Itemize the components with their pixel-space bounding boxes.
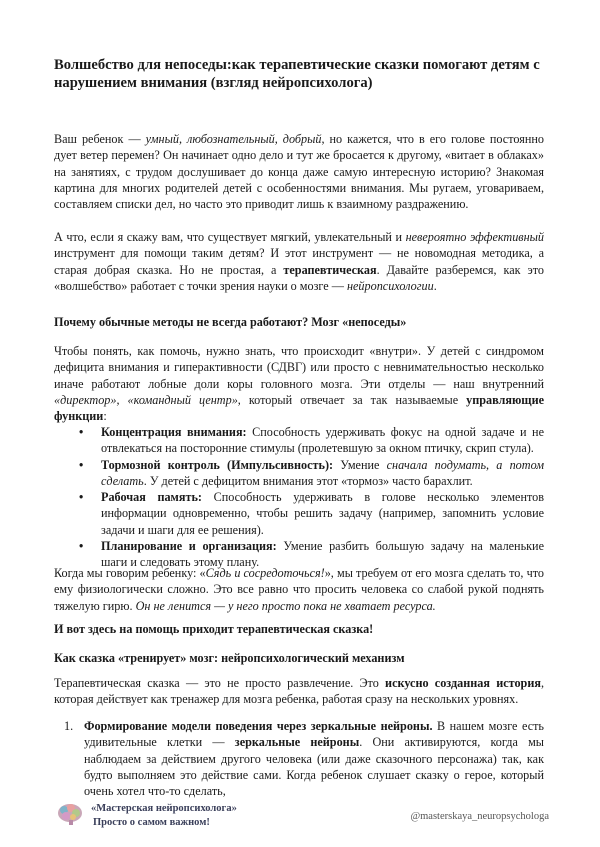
executive-functions-list [54, 424, 544, 571]
italic-text: «директор», «командный центр» [54, 392, 238, 407]
page-footer [54, 802, 554, 832]
text: . Давайте разберемся, как это «волшебство» работает с точки зрения науки о мозге — [54, 262, 545, 293]
brand-tagline: Просто о самом важном! [93, 817, 210, 828]
social-handle: @masterskaya_neuropsychologa [410, 811, 549, 822]
italic-text: Сядь и сосредоточься! [205, 566, 325, 580]
list-item-text: Способность удерживать в голове несколько элементов информации одновременно, чтобы решить задачу (например, запомнить условие задачи и шаги для ее решения). [101, 490, 545, 537]
numbered-list-item [54, 718, 544, 799]
brand-name: «Мастерская нейропсихолога» [91, 803, 237, 814]
italic-text: нейропсихологии [346, 278, 434, 293]
text: А что, если я скажу вам, что существует мягкий, увлекательный и [54, 230, 406, 244]
list-item-title: Формирование модели поведения через зеркальные нейроны. [84, 719, 433, 733]
text: », мы требуем от его мозга сделать то, что ему физиологически сложно. Это все равно что просить человека со слабой рукой поднять тяжелую гирю. [54, 566, 544, 613]
list-item-term: Рабочая память: [101, 490, 202, 505]
text: Когда мы говорим ребенку: « [54, 566, 206, 580]
bold-text: терапевтическая [283, 262, 377, 277]
italic-text: умный, любознательный, добрый [145, 132, 322, 146]
brain-icon [56, 802, 84, 826]
bold-text: зеркальные нейроны [234, 735, 360, 750]
bold-text: искусно созданная история [385, 676, 541, 690]
list-number: 1. [64, 719, 74, 733]
text: , но кажется, что в его голове постоянно дует ветер перемен? Он начинает одно дело и тут же бросается к другому, «витает в облаках» на занятиях, с трудом дослушивает до конца даже самую интересную историю? Знакомая картина для многих родителей детей с особенностями внимания. Мы ругаем, уговариваем, составляем списки дел, но часто это приводит лишь к взаимному раздражению. [54, 132, 544, 212]
list-item-text: Способность удерживать фокус на одной задаче и не отвлекаться на посторонние стимулы (пролетевшую за окном птичку, скрип стула). [101, 425, 544, 456]
text: Ваш ребенок — [54, 132, 146, 146]
list-item-text: Умение разбить большую задачу на маленькие шаги и следовать этому плану. [101, 539, 544, 570]
section-heading-1: Почему обычные методы не всегда работают? Мозг «непоседы» [54, 315, 407, 329]
section2-paragraph [54, 675, 544, 708]
mechanism-list [54, 718, 544, 799]
list-item-term: Планирование и организация: [101, 539, 277, 554]
italic-text: невероятно эффективный [405, 230, 544, 244]
list-item [54, 489, 544, 538]
list-item-text: Умение [333, 457, 387, 472]
list-item-text: . Они активируются, когда мы наблюдаем за действием другого человека (или даже сказочного персонажа) так, как будто выполняем это действие сами. Когда ребенок слушает сказку о герое, который очень хотел что-то сделать, [84, 735, 545, 799]
list-item-text: В нашем мозге есть удивительные клетки — [84, 719, 544, 750]
text: Чтобы понять, как помочь, нужно знать, что происходит «внутри». У детей с синдромом дефицита внимания и гиперактивности (СДВГ) или просто с невнимательностью несколько иначе работают лобные доли коры головного мозга. Эти отделы — наш внутренний [54, 344, 544, 391]
text: . [433, 278, 437, 293]
section1-paragraph-2 [54, 565, 544, 614]
text: Терапевтическая сказка — это не просто развлечение. Это [54, 676, 386, 690]
list-item [54, 457, 544, 490]
text: : [103, 409, 107, 424]
list-item-term: Концентрация внимания: [101, 425, 247, 439]
list-item [54, 424, 544, 457]
text: инструмент для помощи таким детям? И этот инструмент — не новомодная методика, а старая добрая сказка. Но не простая, а [54, 246, 544, 277]
article-title: Волшебство для непоседы:как терапевтические сказки помогают детям с нарушением внимания (взгляд нейропсихолога) [54, 57, 540, 91]
list-item-text: . У детей с дефицитом внимания этот «тормоз» часто барахлит. [143, 473, 473, 488]
section-heading-2: Как сказка «тренирует» мозг: нейропсихологический механизм [54, 651, 405, 665]
intro-paragraph-2 [54, 229, 544, 294]
italic-text: Он не ленится — у него просто пока не хватает ресурса. [135, 598, 436, 613]
bold-text: управляющие функции [54, 392, 544, 424]
list-item-term: Тормозной контроль (Импульсивность): [101, 457, 334, 472]
callout-text: И вот здесь на помощь приходит терапевтическая сказка! [54, 622, 374, 636]
section1-paragraph [54, 343, 544, 424]
italic-text: сначала подумать, а потом сделать [101, 457, 544, 488]
text: , который отвечает за так называемые [237, 392, 467, 407]
text: , которая действует как тренажер для мозга ребенка, работая сразу на нескольких уровнях. [54, 676, 544, 707]
intro-paragraph-1 [54, 131, 544, 212]
